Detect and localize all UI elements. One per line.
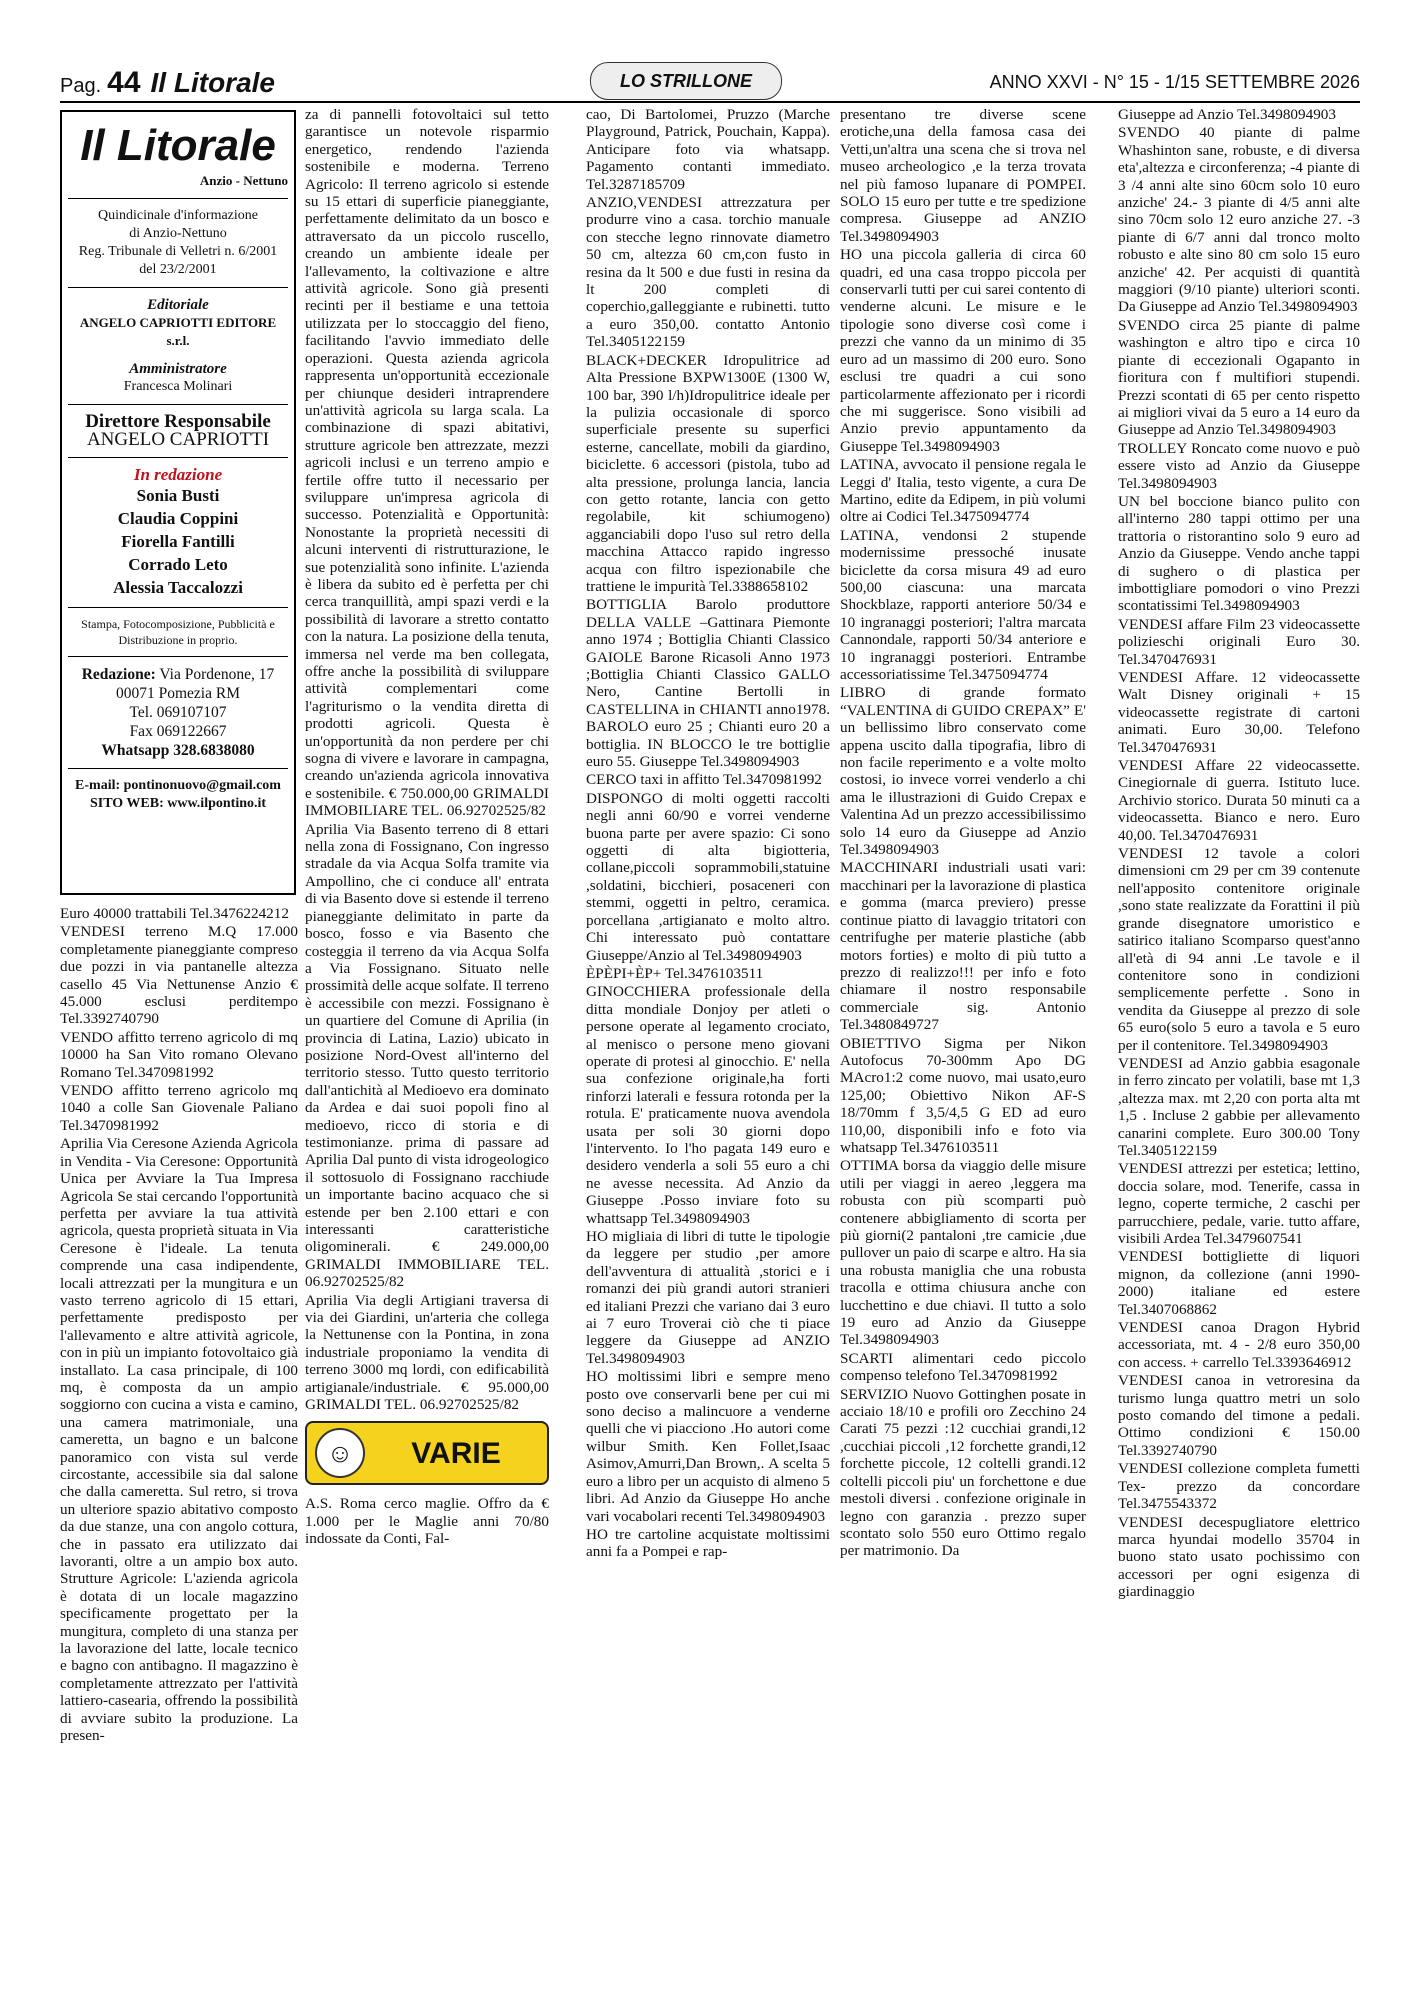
classified-ad: cao, Di Bartolomei, Pruzzo (Marche Playground, Patrick, Pouchain, Kappa). Anticipare foto via whatsapp. Pagamento contanti immediato. Tel.3287185709 <box>586 106 830 193</box>
staff-member: Corrado Leto <box>128 555 228 574</box>
services-note: Stampa, Fotocomposizione, Pubblicità e Distribuzione in proprio. <box>81 617 275 647</box>
classified-ad: OTTIMA borsa da viaggio delle misure utili per viaggi in aereo ,leggera ma robusta con più scomparti può contenere abbigliamento di scorta per più giorni(2 pantaloni ,tre camicie ,due pullover un paio di scarpe e altro. Ha sia una robusta maniglia che una robusta tracolla e ottima chiusura anche con lucchettino e due chiavi. Il tutto a solo 19 euro ad Anzio da Giuseppe Tel.3498094903 <box>840 1157 1086 1349</box>
classified-ad: OBIETTIVO Sigma per Nikon Autofocus 70-300mm Apo DG MAcro1:2 come nuovo, mai usato,euro 125,00; Obiettivo Nikon AF-S 18/70mm f 3,5/4,5 G ED ad euro 110,00, disponibili info e foto via whatsapp Tel.3476103511 <box>840 1034 1086 1156</box>
direttore-label: Direttore Responsabile <box>85 411 271 432</box>
editoriale-name: ANGELO CAPRIOTTI EDITORE s.r.l. <box>79 315 277 348</box>
classified-ad: LIBRO di grande formato “VALENTINA di GUIDO CREPAX” E' un bellissimo libro conservato come appena uscito dalla tipografia, libro di non facile reperimento e a volte molto costosi, io invece vorrei venderlo a chi ama le illustrazioni di Guido Crepax e Valentina Ad un prezzo accessibilissimo solo 14 euro da Giuseppe ad Anzio Tel.3498094903 <box>840 684 1086 859</box>
classified-ad: VENDESI decespugliatore elettrico marca hyundai modello 35704 in buono stato usato pochissimo con accessori per ogni esigenza di giardinaggio <box>1118 1513 1360 1601</box>
section-label: VARIE <box>411 1436 501 1470</box>
classified-ad: VENDO affitto terreno agricolo mq 1040 a colle San Giovenale Paliano Tel.3470981992 <box>60 1082 298 1134</box>
strillone-logo <box>590 62 782 100</box>
email-line: E-mail: pontinonuovo@gmail.com <box>75 778 281 793</box>
masthead-subtitle: Anzio - Nettuno <box>199 173 288 188</box>
classified-ad: Aprilia Via degli Artigiani traversa di via dei Giardini, un'arteria che collega la Nettunense con la Pontina, in zona industriale proponiamo la vendita di terreno 3000 mq lordi, con edificabilità artigianale/industriale. € 95.000,00 GRIMALDI TEL. 06.92702525/82 <box>305 1291 549 1414</box>
divider <box>68 768 288 769</box>
address-line: 00071 Pomezia RM <box>116 685 240 702</box>
classified-ad: Giuseppe ad Anzio Tel.3498094903 <box>1118 106 1336 123</box>
classified-ad: Euro 40000 trattabili Tel.3476224212 <box>60 905 289 922</box>
address-block <box>68 665 288 760</box>
masthead-box <box>60 110 296 895</box>
section-banner-varie <box>305 1421 549 1485</box>
amministratore-label: Amministratore <box>129 361 227 377</box>
address-line: Via Pordenone, 17 <box>159 666 275 683</box>
classified-ad: VENDESI canoa Dragon Hybrid accessoriata, mt. 4 - 2/8 euro 350,00 con access. + carrello Tel.3393646912 <box>1118 1319 1360 1371</box>
classified-ad: SVENDO 40 piante di palme Whashinton sane, robuste, e di diversa eta',altezza e circonferenza; -4 piante di 3 /4 anni alte sino 60cm solo 10 euro anziche' 24.- 3 piante di 4/5 anni alte sino 70cm solo 12 euro anziche 27. -3 piante di 6/7 anni dal tronco molto robusto e alte sino 80 cm solo 15 euro anziche' 42. Per acquisti di quantità maggiori (9/10 piante) ulteriori sconti. Da Giuseppe ad Anzio Tel.3498094903 <box>1118 124 1360 316</box>
editoriale-label: Editoriale <box>147 297 209 313</box>
classified-ad: Aprilia Via Basento terreno di 8 ettari nella zona di Fossignano, Con ingresso stradale da via Acqua Solfa tramite via Ampollino, che ci conduce all' entrata di via Basento dove si estende il terreno pianeggiante delimitato in parte da bosco, fosso e via Basento che costeggia il terreno da via Acqua Solfa a Via Fossignano. Situato nelle prossimità delle acque solfate. Il terreno è accessibile con mezzi. Fossignano è un quartiere del Comune di Aprilia (in provincia di Latina, Lazio) ubicato in posizione Nord-Ovest all'interno del territorio stesso. Tutto questo territorio dall'antichità al Medioevo era dominato da Ardea e dai suoi popoli fino al medioevo, ricco di storia e di testimonianze. prima di passare ad Aprilia Dal punto di vista idrogeologico il sottosuolo di Fossignano racchiude un importante bacino acquaco che si estende per ben 2.100 ettari e con interessanti caratteristiche oligominerali. € 249.000,00 GRIMALDI IMMOBILIARE TEL. 06.92702525/82 <box>305 820 549 1291</box>
direttore-name: ANGELO CAPRIOTTI <box>86 429 270 450</box>
staff-member: Fiorella Fantilli <box>121 532 235 551</box>
redazione-label: In redazione <box>133 465 223 484</box>
classified-ad: HO una piccola galleria di circa 60 quadri, ed una casa troppo piccola per conservarli tutti per cui sarei contento di venderne alcuni. Le misure e le tipologie sono diverse così come i prezzi che vanno da un minimo di 35 euro ad un massimo di 200 euro. Sono esclusi tre quadri a cui sono particolarmente affezionato per i ricordi che mi suggerisce. Sono visibili ad Anzio previo appuntamento da Giuseppe Tel.3498094903 <box>840 246 1086 455</box>
classified-ad: VENDESI 12 tavole a colori dimensioni cm 29 per cm 39 contenute nell'apposito contenitore originale ,sono state realizzate da Forattini il più grande disegnatore umoristico e satirico italiano Scomparso quest'anno all'età di 94 anni .Le tavole e il contenitore sono in condizioni semplicemente perfette . Sono in vendita da Giuseppe al prezzo di sole 65 euro(solo 5 euro a tavola e 5 euro per il contenitore. Tel.3498094903 <box>1118 845 1360 1054</box>
page-label <box>60 66 275 100</box>
divider <box>68 198 288 199</box>
classified-ad: BOTTIGLIA Barolo produttore DELLA VALLE –Gattinara Piemonte anno 1974 ; Bottiglia Chianti Classico GAIOLE Barone Ricasoli Anno 1973 ;Bottiglia Chianti Classico GALLO Nero, Cantine Bertolli in CASTELLINA in CHIANTI anno1978. BAROLO euro 25 ; Chianti euro 20 a bottiglia. IN BLOCCO le tre bottiglie euro 55. Giuseppe Tel.3498094903 <box>586 596 830 771</box>
classified-ad: VENDESI Affare. 12 videocassette Walt Disney originali + 15 videocassette registrate di cartoni animati. Euro 30,00. Telefono Tel.3470476931 <box>1118 669 1360 756</box>
column-3 <box>586 106 830 1986</box>
staff-list <box>68 484 288 599</box>
classified-ad: GINOCCHIERA professionale della ditta mondiale Donjoy per atleti o persone operate al legamento crociato, al menisco o persone meno giovani operate di protesi al ginocchio. E' nella sua confezione originale,ha forti rinforzi laterali e fessura rotonda per la rotula. E' praticamente nuova avendola usata per soli 30 giorni dopo l'intervento. Io l'ho pagata 149 euro e desidero venderla a soli 55 euro a chi ne avesse necessita. Ad Anzio da Giuseppe .Posso inviare foto su whattsapp Tel.3498094903 <box>586 983 830 1227</box>
divider <box>68 287 288 288</box>
registration-info <box>68 207 288 279</box>
info-line: Quindicinale d'informazione <box>98 208 258 223</box>
classified-ad: VENDESI collezione completa fumetti Tex- prezzo da concordare Tel.3475543372 <box>1118 1460 1360 1513</box>
classified-ad: VENDESI ad Anzio gabbia esagonale in ferro zincato per volatili, base mt 1,3 ,altezza max. mt 2,20 con porta alta mt 1,5 . Incluse 2 gabbie per allevamento canarini complete. Euro 300.00 Tony Tel.3405122159 <box>1118 1054 1360 1159</box>
divider <box>68 457 288 458</box>
classified-ad: LATINA, avvocato il pensione regala le Leggi d' Italia, testo vigente, a cura De Martino, edite da Edipem, in più volumi oltre ai Codici Tel.3475094774 <box>840 456 1086 526</box>
phone-line: Tel. 069107107 <box>129 704 227 721</box>
classified-ad: VENDESI attrezzi per estetica; lettino, doccia solare, mod. Tenerife, cassa in legno, coperte termiche, 2 caschi per parrucchiere, pedale, varie. tutto affare, visibili Ardea Tel.3479607541 <box>1118 1160 1360 1247</box>
divider <box>68 404 288 405</box>
masthead-title: Il Litorale <box>80 121 276 170</box>
staff-member: Alessia Taccalozzi <box>113 578 243 597</box>
newsboy-icon: ☺ <box>315 1428 365 1478</box>
classified-ad: VENDO affitto terreno agricolo di mq 10000 ha San Vito romano Olevano Romano Tel.3470981992 <box>60 1028 298 1081</box>
classified-ad: HO tre cartoline acquistate moltissimi anni fa a Pompei e rap- <box>586 1525 830 1561</box>
pag-label: Pag. <box>60 75 102 97</box>
divider <box>68 607 288 608</box>
classified-ad: VENDESI Affare 22 videocassette. Cinegiornale di guerra. Istituto luce. Archivio storico. Durata 50 minuti ca a videocassetta. Bianco e nero. Euro 40,00. Tel.3470476931 <box>1118 757 1360 844</box>
classified-ad: HO migliaia di libri di tutte le tipologie da leggere per studio ,per amore dell'avventura di attualità ,storici e i romanzi dei più grandi autori stranieri ed italiani Prezzi che variano dai 3 euro ai 7 euro Troverai ciò che ti piace leggere da Giuseppe ad ANZIO Tel.3498094903 <box>586 1228 830 1367</box>
issue-info: ANNO XXVI - N° 15 - 1/15 SETTEMBRE 2026 <box>989 72 1360 92</box>
classified-ad: VENDESI affare Film 23 videocassette polizieschi originali Euro 30. Tel.3470476931 <box>1118 615 1360 668</box>
classified-ad: BLACK+DECKER Idropulitrice ad Alta Pressione BXPW1300E (1300 W, 100 bar, 390 l/h)Idropulitrice ideale per la pulizia occasionale di sporco superficiale presente su superfici esterne, cancellate, mobili da giardino, biciclette. 6 accessori (pistola, tubo ad alta pressione, prolunga lancia, lancia con getto rotante, lancia con getto regolabile, kit schiumogeno) agganciabili dopo l'uso sul retro della macchina Attacco rapido ingresso acqua con filtro ispezionabile che trattiene le impurità Tel.3388658102 <box>586 351 830 595</box>
classified-ad: UN bel boccione bianco pulito con all'interno 280 tappi ottimo per una trattoria o ristorantino solo 9 euro ad Anzio da Giuseppe. Vendo anche tappi di sughero o di plastica per imbottigliare pomodori o vino Prezzi scontatissimi Tel.3498094903 <box>1118 492 1360 615</box>
classified-ad: ÈPÈPI+ÈP+ Tel.3476103511 <box>586 964 764 982</box>
info-line: del 23/2/2001 <box>139 262 217 277</box>
whatsapp-line: Whatsapp 328.6838080 <box>101 742 255 759</box>
classified-ad: MACCHINARI industriali usati vari: macchinari per la lavorazione di plastica e gomma (marca previero) presse continue piatto di lavaggio tritatori con centrifughe per materie plastiche (abb motors forties) e molto di più tutto a prezzo di realizzo!!! per info e foto chiamare il nostro responsabile commerciale sig. Antonio Tel.3480849727 <box>840 859 1086 1034</box>
classified-ad: CERCO taxi in affitto Tel.3470981992 <box>586 771 822 789</box>
header-rule <box>60 101 1360 103</box>
redazione-address-label: Redazione: <box>81 666 156 683</box>
classified-ad: VENDESI canoa in vetroresina da turismo lunga quattro metri un solo posto comando del timone a pedali. Ottimo condizioni € 150.00 Tel.3392740790 <box>1118 1372 1360 1459</box>
classified-ad: ANZIO,VENDESI attrezzatura per produrre vino a casa. torchio manuale con stecche legno rinnovate diametro 50 cm, altezza 60 cm,con fusto in resina da lt 500 e due fusti in resina da lt 200 completi di coperchio,galleggiante e rubinetti. tutto a euro 350,00. contatto Antonio Tel.3405122159 <box>586 194 830 351</box>
classified-ad: VENDESI bottigliette di liquori mignon, da collezione (anni 1990-2000) italiane ed estere Tel.3407068862 <box>1118 1248 1360 1318</box>
column-5 <box>1118 106 1360 1986</box>
classified-ad: presentano tre diverse scene erotiche,una della famosa casa dei Vetti,un'altra una scena che si trova nel museo archeologico ,e la terza trovata nel più famoso lupanare di POMPEI. SOLO 15 euro per tutte e tre spedizione compresa. Giuseppe ad ANZIO Tel.3498094903 <box>840 106 1086 245</box>
staff-member: Claudia Coppini <box>117 509 239 528</box>
page-number: 44 <box>107 66 141 99</box>
info-line: di Anzio-Nettuno <box>129 226 227 241</box>
column-1 <box>60 905 298 1985</box>
amministratore-name: Francesca Molinari <box>123 379 233 394</box>
website-line: SITO WEB: www.ilpontino.it <box>89 796 267 811</box>
classified-ad: A.S. Roma cerco maglie. Offro da € 1.000 per le Maglie anni 70/80 indossate da Conti, Fal- <box>305 1495 549 1548</box>
column-2 <box>305 106 549 1986</box>
classified-ad: SCARTI alimentari cedo piccolo compenso telefono Tel.3470981992 <box>840 1349 1086 1385</box>
page-header <box>60 62 1360 102</box>
classified-ad: SVENDO circa 25 piante di palme washington e altro tipo e circa 10 piante di eccezionali Ogapanto in fioritura con f multifiori stupendi. Prezzi scontati di 65 per cento rispetto ai migliori vivai da 5 euro a 14 euro da Giuseppe ad Anzio Tel.3498094903 <box>1118 316 1360 439</box>
classified-ad: HO moltissimi libri e sempre meno posto ove conservarli bene per cui mi sono deciso a malincuore a venderne quelli che vi piacciono .Ho autori come wilbur Smith. Ken Follet,Isaac Asimov,Amurri,Dan Brown,. A scelta 5 euro a libro per un acquisto di almeno 5 libri. Ad Anzio da Giuseppe Ho anche vari vocabolari recenti Tel.3498094903 <box>586 1368 830 1525</box>
classified-ad: SERVIZIO Nuovo Gottinghen posate in acciaio 18/10 e profili oro Zecchino 24 Carati 75 pezzi :12 cucchiai grandi,12 ,cucchiai piccoli ,12 forchette grandi,12 forchette piccole, 12 coltelli grandi.12 coltelli piccoli piu' un forchettone e due mestoli diversi . confezione originale in legno con garanzia . prezzo super scontato solo 550 euro Ottimo regalo per matrimonio. Da <box>840 1385 1086 1560</box>
column-4 <box>840 106 1086 1986</box>
classified-ad: TROLLEY Roncato come nuovo e può essere visto ad Anzio da Giuseppe Tel.3498094903 <box>1118 439 1360 492</box>
classified-ad: LATINA, vendonsi 2 stupende modernissime pressoché inusate biciclette da corsa misura 49 ad euro 500,00 ciascuna: una marcata Shockblaze, rapporti anteriore 50/34 e 10 ingranaggi posteriori; l'altra marcata Cannondale, rapporti 50/34 anteriore e 10 ingranaggi posteriori. Entrambe accessoriatissime Tel.3475094774 <box>840 526 1086 683</box>
classified-ad: DISPONGO di molti oggetti raccolti negli anni 60/90 e vorrei venderne buona parte per avere spazio: Ci sono oggetti di alta bigiotteria, collane,piccoli soprammobili,statuine ,soldatini, bicchieri, posaceneri con stemmi, oggetti in peltro, ceramica. porcellana ,artigianato e molto altro. Chi interessato può contattare Giuseppe/Anzio al Tel.3498094903 <box>586 789 830 964</box>
classified-ad: za di pannelli fotovoltaici sul tetto garantisce un notevole risparmio energetico, rendendo l'azienda sostenibile e moderna. Terreno Agricolo: Il terreno agricolo si estende su 15 ettari di superficie pianeggiante, perfettamente delimitato da un bosco e attraversato da un piccolo ruscello, creando un ambiente ideale per l'allevamento, la coltivazione e altre attività agricole. Sono già presenti recinti per il bestiame e una tettoia utilizzata per lo stoccaggio del fieno, facilitando l'avvio immediato delle operazioni. Questa azienda agricola rappresenta un'opportunità eccezionale per chiunque desideri intraprendere un'attività agricola su larga scala. La combinazione di spazi abitativi, strutture agricole ben attrezzate, mezzi agricoli inclusi e un terreno ampio e fertile offre tutto il necessario per sviluppare un'impresa agricola di successo. Potenzialità e Opportunità: Nonostante la proprietà necessiti di alcuni interventi di ristrutturazione, le sue potenzialità sono infinite. L'azienda è libera da subito ed è perfetta per chi cerca tranquillità, ampi spazi verdi e la possibilità di lavorare a stretto contatto con la natura. La posizione della tenuta, immersa nel verde ma ben collegata, offre anche la possibilità di sviluppare attività complementari come l'agriturismo o la vendita diretta di prodotti agricoli. Questa è un'opportunità da non perdere per chi sogna di vivere e lavorare in campagna, creando un'azienda agricola innovativa e sostenibile. € 750.000,00 GRIMALDI IMMOBILIARE TEL. 06.92702525/82 <box>305 106 549 820</box>
staff-member: Sonia Busti <box>136 486 220 505</box>
classified-ad: Aprilia Via Ceresone Azienda Agricola in Vendita - Via Ceresone: Opportunità Unica per Avviare la Tua Impresa Agricola Se stai cercando l'opportunità perfetta per avviare la tua attività agricola, questa proprietà situata in Via Ceresone è l'ideale. La tenuta comprende una casa indipendente, locali attrezzati per la mungitura e un vasto terreno agricolo di 15 ettari, perfettamente predisposto per l'allevamento e altre attività agricole, con in più un impianto fotovoltaico già installato. La casa principale, di 100 mq, è composta da un ampio soggiorno con cucina a vista e camino, una camera matrimoniale, una cameretta, un bagno e un balcone panoramico con vista sul verde circostante, accessibile sia dal salone che dalla cameretta. Sul retro, si trova un ulteriore spazio abitativo composto da due stanze, una con angolo cottura, che in passato era utilizzato dai lavoranti, oltre a un ampio box auto. Strutture Agricole: L'azienda agricola è dotata di un locale magazzino specificamente progettato per la mungitura, completo di una stanza per la lavorazione del latte, locale tecnico e bagno con antibagno. Il magazzino è completamente attrezzato per l'attività lattiero-casearia, offrendo la possibilità di avviare subito la produzione. La presen- <box>60 1135 298 1745</box>
fax-line: Fax 069122667 <box>129 723 227 740</box>
publication-name: Il Litorale <box>150 67 275 98</box>
info-line: Reg. Tribunale di Velletri n. 6/2001 <box>78 244 278 259</box>
classified-ad: VENDESI terreno M.Q 17.000 completamente pianeggiante compreso due pozzi in via pantanelle altezza casello 45 Via Nettunense Anzio € 45.000 esclusi perditempo Tel.3392740790 <box>60 923 298 1028</box>
divider <box>68 656 288 657</box>
logo-text: LO STRILLONE <box>620 70 752 91</box>
